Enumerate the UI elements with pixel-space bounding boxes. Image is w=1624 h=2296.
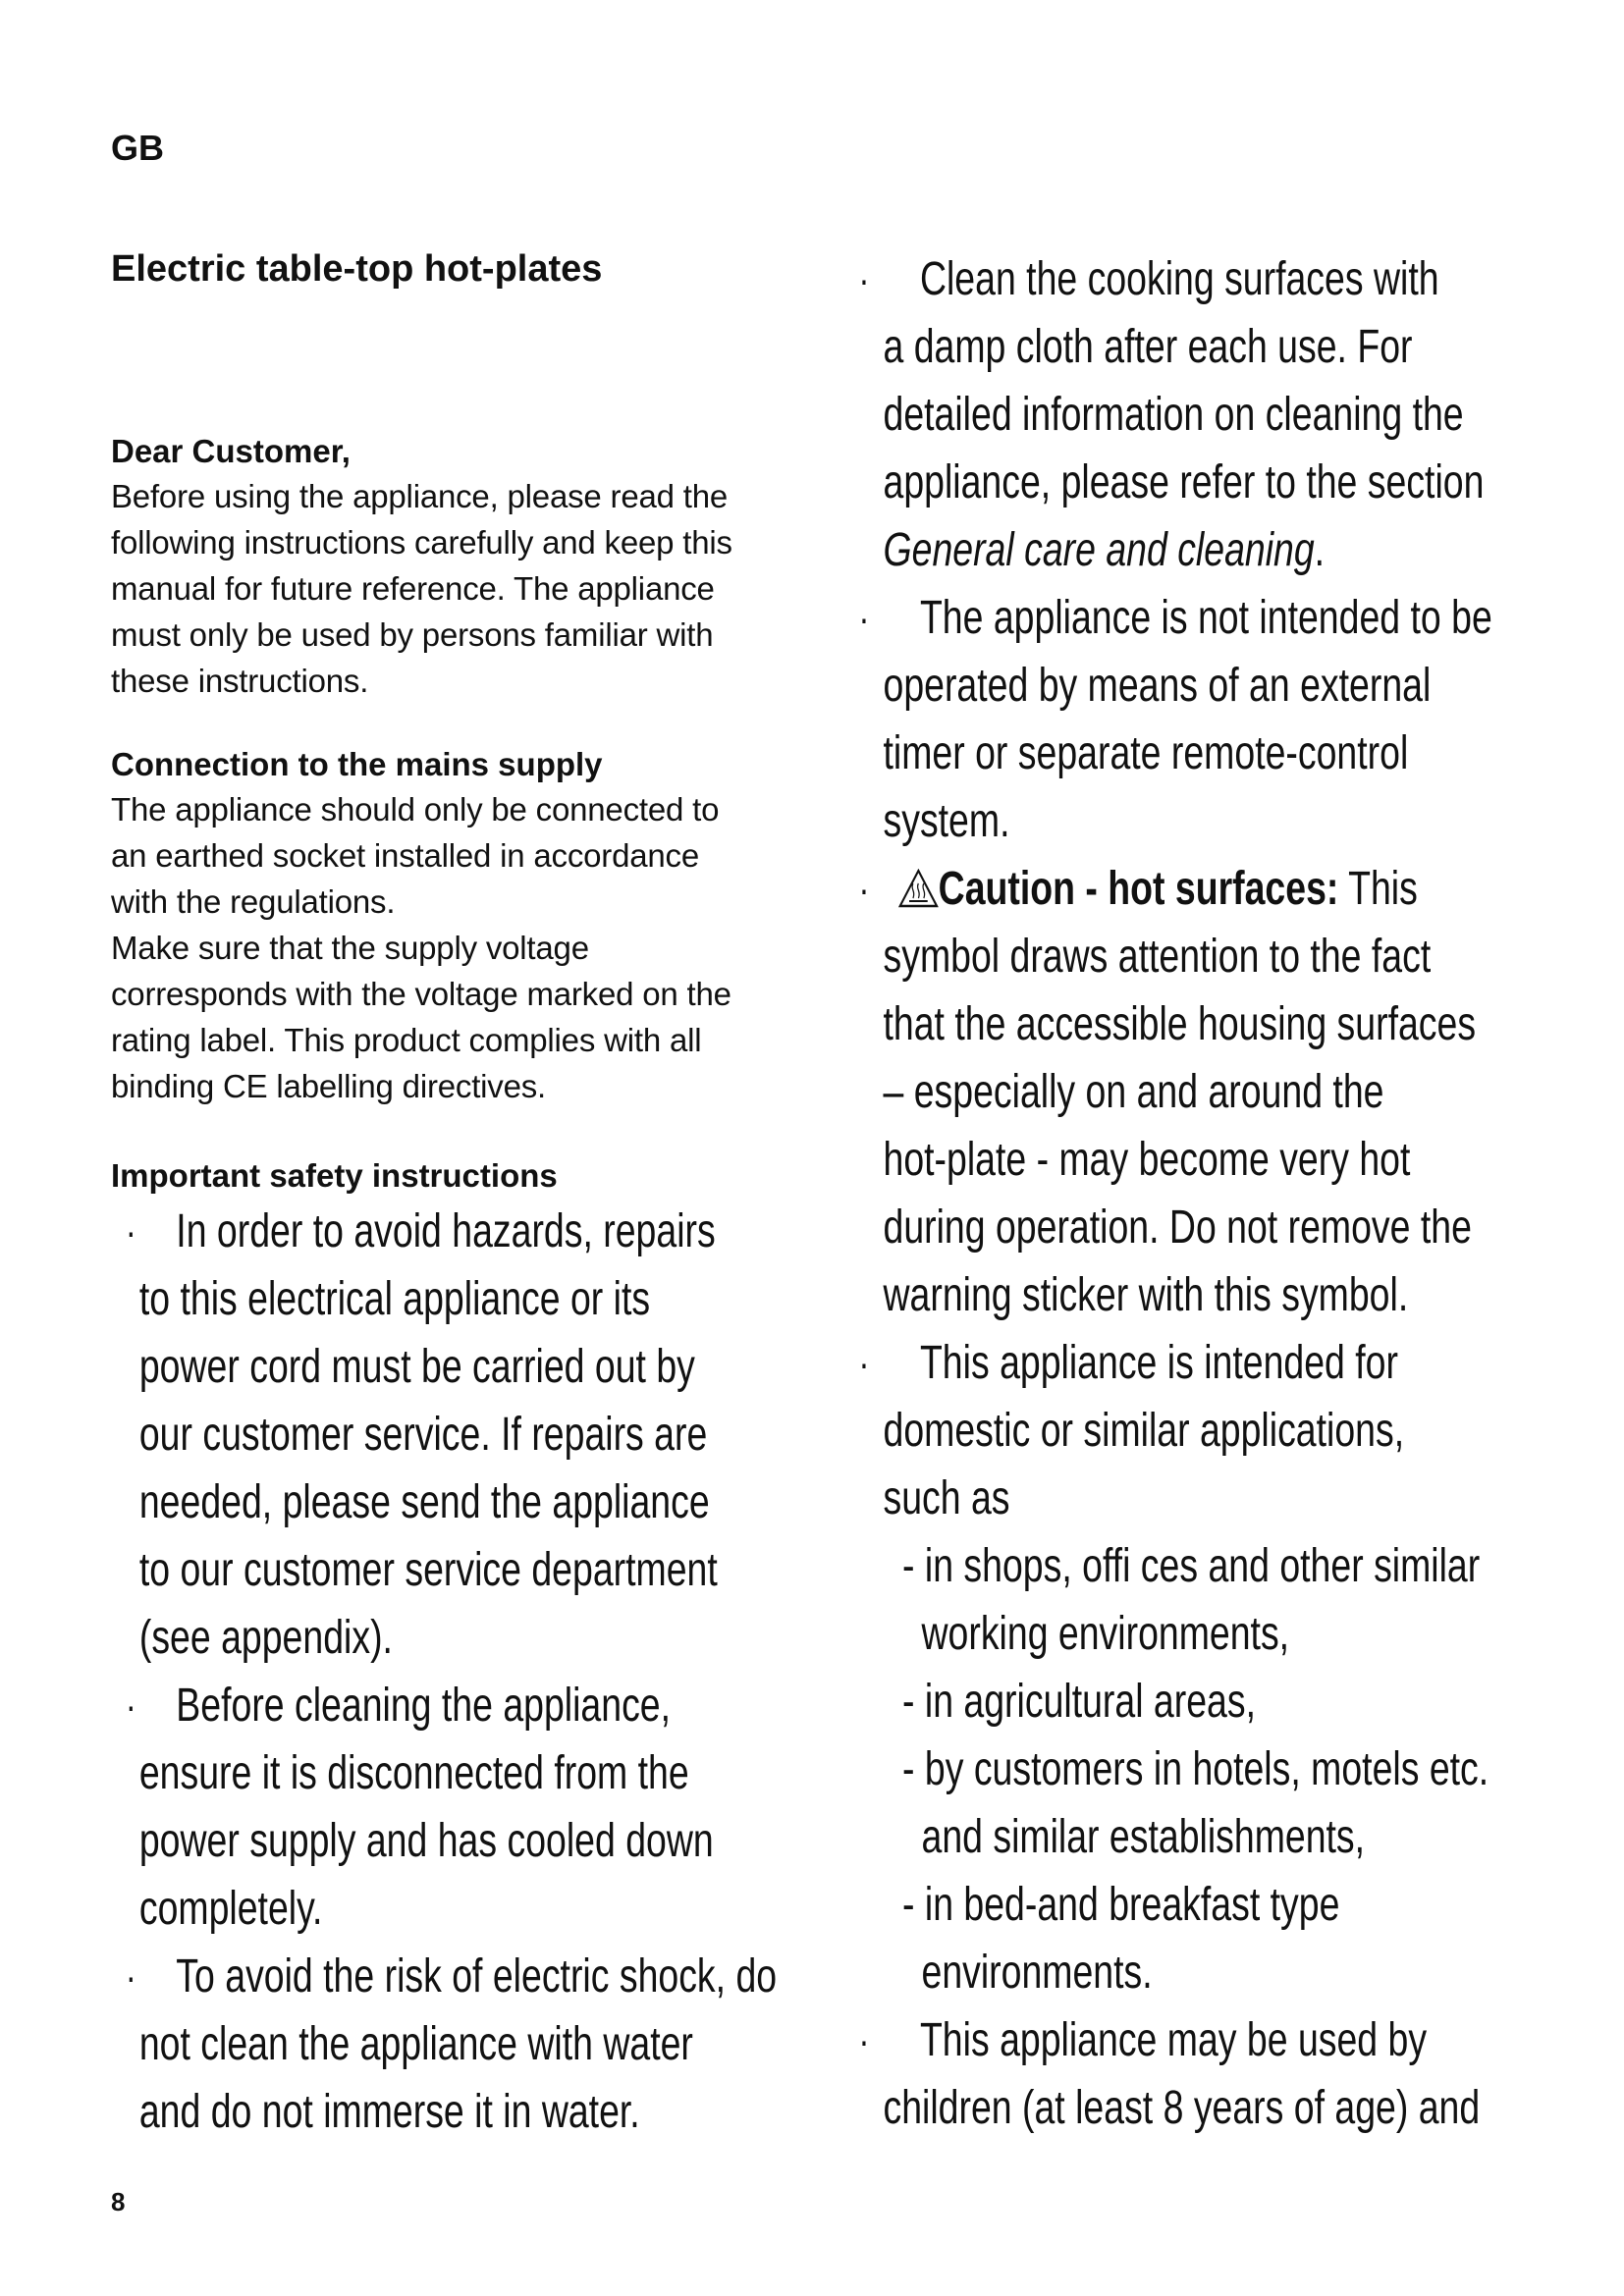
hot-surface-warning-icon <box>898 869 939 908</box>
text-line: hot-plate - may become very hot <box>883 1134 1411 1186</box>
document-title: Electric table-top hot-plates <box>111 248 603 290</box>
punctuation: . <box>1314 524 1326 576</box>
text-line: an earthed socket installed in accordance <box>111 837 700 874</box>
text-line: Make sure that the supply voltage <box>111 930 589 966</box>
text-line: to our customer service department <box>138 1544 718 1596</box>
text-line: Before using the appliance, please read the <box>111 478 729 514</box>
sub-list-item <box>902 1871 1569 2006</box>
text-line: environments. <box>921 1947 1153 1999</box>
bullet: · <box>858 595 870 641</box>
list-item <box>858 1329 1569 2006</box>
text-line: manual for future reference. The appliance <box>111 570 715 607</box>
text-line: To avoid the risk of electric shock, do <box>176 1950 778 2002</box>
text-line: This appliance may be used by <box>919 2014 1428 2066</box>
sub-list-item <box>902 1735 1569 1871</box>
bullet: · <box>125 1953 136 2000</box>
sub-list <box>884 1532 1570 2006</box>
text-line: system. <box>883 795 1010 847</box>
text-line: The appliance should only be connected to <box>111 791 720 828</box>
sub-list-item <box>902 1532 1569 1668</box>
left-column <box>111 245 838 2146</box>
text-line: This appliance is intended for <box>919 1337 1398 1389</box>
list-item <box>111 1943 865 2146</box>
dear-customer-text <box>111 473 838 704</box>
connection-heading: Connection to the mains supply <box>111 746 603 782</box>
text-line: completely. <box>138 1883 323 1935</box>
text-line: ensure it is disconnected from the <box>138 1747 689 1799</box>
text-line: binding CE labelling directives. <box>111 1068 547 1104</box>
list-item <box>858 584 1569 855</box>
text-line: symbol draws attention to the fact <box>883 931 1432 983</box>
list-item <box>858 2006 1569 2142</box>
sub-list-item <box>902 1668 1569 1735</box>
bullet: · <box>858 2017 870 2063</box>
text-line: In order to avoid hazards, repairs <box>176 1205 716 1257</box>
list-item <box>111 1198 865 1672</box>
connection-text <box>111 786 838 1109</box>
text-line: with the regulations. <box>111 883 396 920</box>
text-line: Clean the cooking surfaces with <box>919 253 1439 305</box>
text-line: detailed information on cleaning the <box>883 389 1464 441</box>
text-line: during operation. Do not remove the <box>883 1201 1472 1254</box>
text-line: The appliance is not intended to be <box>919 592 1492 644</box>
text-line: needed, please send the appliance <box>138 1476 710 1528</box>
safety-list-left <box>111 1198 838 2146</box>
text-line: working environments, <box>921 1608 1290 1660</box>
text-line: children (at least 8 years of age) and <box>883 2082 1481 2134</box>
text-line: - in shops, offi ces and other similar <box>902 1540 1481 1592</box>
text-line: must only be used by persons familiar with <box>111 616 714 653</box>
text-line: (see appendix). <box>138 1612 393 1664</box>
text-line: our customer service. If repairs are <box>138 1409 708 1461</box>
safety-list-right <box>858 245 1551 2142</box>
text-line: warning sticker with this symbol. <box>883 1269 1409 1321</box>
text-line: power cord must be carried out by <box>138 1341 695 1393</box>
text-line <box>884 855 1570 923</box>
safety-heading: Important safety instructions <box>111 1157 558 1194</box>
text-line: corresponds with the voltage marked on the <box>111 976 731 1012</box>
text-line: rating label. This product complies with all <box>111 1022 702 1058</box>
text-line: and do not immerse it in water. <box>138 2086 640 2138</box>
text-line: power supply and has cooled down <box>138 1815 714 1867</box>
section-reference: General care and cleaning <box>883 524 1315 576</box>
text-line: timer or separate remote-control <box>883 727 1409 779</box>
bullet: · <box>858 1340 870 1386</box>
text-line: domestic or similar applications, <box>883 1405 1405 1457</box>
text-line: that the accessible housing surfaces <box>883 998 1477 1050</box>
list-item <box>111 1672 865 1943</box>
text-line: to this electrical appliance or its <box>138 1273 651 1325</box>
text-line: appliance, please refer to the section <box>883 456 1485 508</box>
text-line: these instructions. <box>111 663 369 699</box>
list-item <box>858 855 1569 1329</box>
bullet: · <box>858 256 870 302</box>
page-number: 8 <box>111 2187 126 2216</box>
caution-label: Caution - hot surfaces: <box>938 863 1339 915</box>
text-line: and similar establishments, <box>921 1811 1366 1863</box>
language-code: GB <box>111 128 164 168</box>
list-item <box>858 245 1569 584</box>
right-column <box>858 245 1551 2142</box>
bullet: · <box>125 1682 136 1729</box>
text-line: - by customers in hotels, motels etc. <box>902 1743 1489 1795</box>
text-line: - in agricultural areas, <box>902 1676 1256 1728</box>
dear-customer-heading: Dear Customer, <box>111 433 351 469</box>
text-line: operated by means of an external <box>883 660 1432 712</box>
text-line <box>884 516 1570 584</box>
text-line: a damp cloth after each use. For <box>883 321 1413 373</box>
text-line: Before cleaning the appliance, <box>176 1680 672 1732</box>
text-line: such as <box>883 1472 1010 1524</box>
text-line: following instructions carefully and keep this <box>111 524 732 561</box>
text-line: - in bed-and breakfast type <box>902 1879 1340 1931</box>
text-line: not clean the appliance with water <box>138 2018 693 2070</box>
text-line: – especially on and around the <box>883 1066 1384 1118</box>
bullet: · <box>125 1208 136 1255</box>
text-fragment: This <box>1338 863 1418 915</box>
bullet: · <box>858 866 870 912</box>
